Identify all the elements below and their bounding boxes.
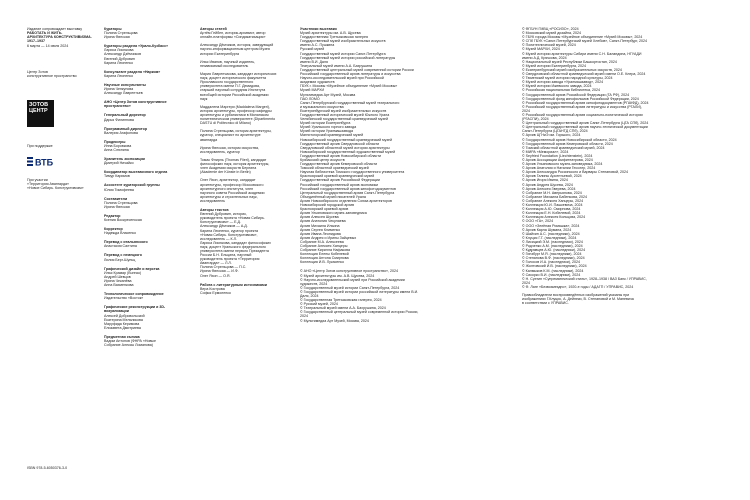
copyright-line: © Национальный музей Республики Башкортостан, 2024 <box>522 59 617 64</box>
copyright-line: © Собрание Алексея Ханцеры, 2024 <box>522 198 584 203</box>
participant-line: ПАО ЛОМО <box>300 96 320 101</box>
participant-line: Государственный центральный музей современной истории России <box>300 67 414 72</box>
participant-line: Новосибирский городской архив <box>300 203 355 208</box>
participant-line: Музей истории Екатеринбурга <box>300 121 351 126</box>
participant-line: и музыкального искусства <box>300 104 344 109</box>
credit-text: Ирина Чепкунова Александр Лаврентьев <box>104 87 143 96</box>
authors-column <box>200 27 290 295</box>
participant-line: Государственный музей истории Санкт-Петербурга <box>300 51 386 56</box>
participant-line: Челябинский государственный краеведческий музей <box>300 117 389 122</box>
participant-line: Российский государственный архив кинофотодокументов <box>300 186 396 191</box>
participant-line: Екатеринбургский музей изобразительных искусств <box>300 108 387 113</box>
credit-text: Юлия Тимофеева <box>104 187 134 192</box>
credit-heading: Ассистент кураторской группы <box>104 183 160 188</box>
copyright-line: © Клуцис Г.Г. (наследники), 2024 <box>522 235 577 240</box>
credit-heading: Технологическое сопровождение <box>104 292 164 297</box>
copyright-line: © Кудрявцев А.Ю. (наследники), 2024 <box>522 248 586 253</box>
rights-line: © Государственная Третьяковская галерея, 2024 <box>300 298 382 303</box>
copyright-line: © Музей истории Ижевского завода, 2024 <box>522 84 592 89</box>
participant-line: Государственный архив Российской Федерации <box>300 178 380 183</box>
copyright-column <box>522 27 650 305</box>
credit-text: Ксения Воскресенская <box>104 218 142 222</box>
vtb-logo-text: ВТБ <box>35 157 54 167</box>
credit-text: Карина Леоненко <box>104 73 134 78</box>
vtb-logo-mark <box>27 156 57 167</box>
copyright-line: © Архив Алексея Зверева, 2024 <box>522 186 576 191</box>
credit-heading: Графические реконструкции и 3D-визуализации <box>104 305 166 314</box>
credit-text: Анастасия Салтина <box>104 244 137 249</box>
credit-heading: Хранитель экспозиции <box>104 157 145 162</box>
participant-line: Научная библиотека Томского государственного университета <box>300 170 405 175</box>
copyright-line: © Архив Андрея Шусева, 2024 <box>522 182 573 187</box>
copyright-line: © ГБУК города Москвы «Музейное объединение «Музей Москвы», 2024 <box>522 35 643 40</box>
participant-line: Музей архитектуры им. А.В. Щусева <box>300 31 361 36</box>
copyright-line: © Калмыков К.М. (наследники), 2024 <box>522 268 584 273</box>
copyright-note: Правообладатели воспроизведённых изображений указаны при изображениях Г.Клуцис, А. Дейнеки, В. Степановой и М. Маневича в соответствии с УПРАВИС. <box>522 293 634 306</box>
credit-text: Дмитрий Ничайко <box>104 161 134 166</box>
participant-line: Российский государственный архив экономики <box>300 182 379 187</box>
copyright-line: © Архив Игоря Ивина, 2024 <box>522 178 568 183</box>
participant-line: Собрание Кирилла Нафакова <box>300 248 350 253</box>
copyright-line: © Музей истории завода «Уралмашзавод», 2024 <box>522 80 604 85</box>
participant-line: Государственный архив Свердловской области <box>300 141 380 146</box>
participant-line: академии художеств <box>300 80 335 85</box>
author-section-heading: Авторы статей <box>200 27 227 31</box>
participant-line: Музей истории Уралмашзавода <box>300 129 353 134</box>
author-section-heading: Работа с литературным источниками <box>200 282 267 287</box>
participant-line: Собрание Алексея Ханцеры <box>300 243 348 248</box>
copyright-line: © Политехнический музей, 2024 <box>522 43 576 48</box>
credit-heading: Графический дизайн и верстка <box>104 266 160 271</box>
participant-line: имени А.С. Пушкина <box>300 43 335 48</box>
credit-text: Лилия Берг-Шульц <box>104 257 136 262</box>
author-section-text: Артём Гейбен, историк-архивист, автор онлайн-платформы «Синдикатизация» Александр Дёмчиков, историк, заведующий научно-информационным центром Музея истории Екатеринбурга Илья Иванов, научный издатель, независимый исследователь Мария Лавренчикова, кандидат исторических наук, доцент исторического факультета Ярославского государственного университета имени П.Г. Демидова, старший научный сотрудник Института всеобщей истории Российской академии наук Маддалена Маргери (Maddalena Margeri), историк архитектуры, профессор кафедры архитектуры и урбанистики в Миланском политехническом университете (Dipartimento DASTU di Politecnico di Milano) Полина Стрельцова, историк архитектуры, куратор, специалист по архитектуре авангарда Ирина Финская, историк искусства, исследователь, куратор Томас Флирль (Thomas Flierl), кандидат философских наук, историк архитектуры, член Академии искусств Берлина (Akademie der Künste in Berlin) Олег Яхон, архитектор, кандидат архитектуры, профессор Московского архитектурного института, член научного совета Российской академии архитектуры и строительных наук, исследователь <box>200 31 277 203</box>
participant-line: Российский государственный архив литературы и искусства <box>300 72 401 77</box>
participants-heading: Участники выставки <box>300 27 337 31</box>
rights-line: © Театральный музей имени А.А. Бахрушина, 2024 <box>300 306 386 311</box>
rights-line: © Русский музей, 2024 <box>300 302 338 307</box>
copyright-line: © Екатеринбургский музей изобразительных искусств, 2024 <box>522 67 622 72</box>
participant-line: Архив Михаила Ильина <box>300 223 340 228</box>
participant-line: Архив Ивана Леонидова <box>300 231 341 236</box>
participant-line: Новосибирский государственный краеведческий музей <box>300 137 393 142</box>
partner2: При участии «Территория Авангарда» «Новое Сибирь. Конструктивизм» <box>27 178 84 191</box>
participant-line: Государственный музей истории российской литературы <box>300 55 396 60</box>
credit-heading: Научные консультанты <box>104 82 146 87</box>
author-section-heading: Авторы текстов <box>200 208 229 213</box>
isbn: ISBN 978-5-6050376-3-0 <box>27 466 68 470</box>
participant-line: Свердловский областной музей истории архитектуры <box>300 145 390 150</box>
copyright-line: © Ф. Лаге «Безвозмездно», 1920-е годы / АДАГП / УПРАВИС, 2024 <box>522 284 634 289</box>
credit-heading: Корректор <box>104 227 123 232</box>
participant-line: Архив Новосибирского отделения Союза архитекторов <box>300 198 392 203</box>
participant-line: Научно-исследовательский музей при Российской <box>300 76 384 81</box>
copyright-line: © Центральный государственный архив научно-технической документации Санкт-Петербурга (ЦГАНТД СПб), 2024 <box>522 125 648 134</box>
credit-heading: Кураторы раздела «Урало-Кузбасс» <box>104 44 169 49</box>
credit-text: Валерия Агафонова <box>104 130 138 135</box>
copyright-line: © Шайхин А.С. (наследники), 2024 <box>522 231 580 236</box>
copyright-line: © Собрание М.Н. Аверьянова, 2024 <box>522 190 582 195</box>
copyright-line: © Коллекция А.Ю. Смирнова, 2024 <box>522 207 581 212</box>
copyright-line: © Архив Ульяновского музея-заповедника, 2024 <box>522 162 603 167</box>
copyright-line: © МИРА «Мемориал», 2024 <box>522 149 569 154</box>
credit-heading: Продюсеры <box>104 139 126 144</box>
copyright-line: © ООО «Зелёная Ромашка», 2024 <box>522 223 580 228</box>
copyright-line: © Архив Ассоциации Амфитеатрова, 2024 <box>522 158 593 162</box>
participant-line: Театральный музей имени А.А. Бахрушина <box>300 63 373 68</box>
participant-line: Архив Алексея Шусева <box>300 215 339 220</box>
copyright-line: © Голосов И.А. (наследники), 2024 <box>522 260 580 265</box>
participant-line: Архив Ульяновского музея-заповедника <box>300 211 367 216</box>
copyright-list <box>522 27 650 289</box>
copyright-line: © Музей истории Екатеринбурга, 2024 <box>522 63 587 68</box>
copyright-line: © Seyfried Foundation (Liechtenstein), 2024 <box>522 153 593 158</box>
copyright-line: © Коллекция Ю.И. Пашкевича, 2024 <box>522 203 583 208</box>
credit-heading: Программный директор <box>104 126 148 131</box>
credit-text: Алексей Добровольский Екатерина Мельникова Маруфида Керимова Елизавета Дмитриева <box>104 313 145 330</box>
copyright-line: © Государственный архив Российской Федерации (ГА РФ), 2024 <box>522 92 630 97</box>
participant-line: Красноярский краевой архив <box>300 207 349 212</box>
copyright-line: © Собрание Михаила Бабенкова, 2024 <box>522 194 587 199</box>
copyright-line: © Родченко А.М. (наследники), 2024 <box>522 243 583 248</box>
copyright-line: © Свердловский областной краеведческий музей имени О.Е. Клера, 2024 <box>522 72 646 77</box>
rights-line: © Мультимедиа Арт Музей, Москва, 2024 <box>300 318 369 323</box>
rights-list <box>300 274 420 323</box>
participant-line: Мультимедиа Арт Музей, Москва <box>300 92 356 97</box>
credit-text: Илья Крамар (Bureau) Андрей Шевцов Ирина Чеканёва Анна Вахменкова <box>104 270 142 288</box>
participant-line: Государственный музей изобразительных искусств <box>300 39 386 44</box>
rights-line: © Государственный музей истории российской литературы имени В.И. Даля, 2024 <box>300 289 419 298</box>
exhibition-title: РАБОТАТЬ И ЖИТЬ. АРХИТЕКТУРА КОНСТРУКТИВИЗМА. 1917–1937 <box>27 31 92 44</box>
copyright-line: © Коллекция Е.Н. Кобелевой, 2024 <box>522 211 581 216</box>
participant-line: Русский музей <box>300 47 325 52</box>
participant-line: Коллекция Антона Смирнова <box>300 256 349 261</box>
participants-list <box>300 31 420 264</box>
copyright-line: © Музей МАРХИ, 2024 <box>522 47 560 52</box>
credit-heading: Перевод с немецкого <box>104 253 142 258</box>
credit-heading: Консультант раздела «Нарком» <box>104 69 161 74</box>
credits-column <box>104 27 184 347</box>
credit-text: Инна Боровкова Анна Слюнина <box>104 143 132 152</box>
copyright-line: © Жолтовский И.В. (наследники), 2024 <box>522 264 587 269</box>
copyright-line: © Архив ЦГНиЭ им. Горького, 2024 <box>522 133 581 138</box>
participant-line: Новосибирский государственный художественный музей <box>300 149 396 154</box>
participant-line: Музей Уральского горного завода <box>300 125 357 130</box>
copyright-line: © Российский государственный архив литературы и искусства (РГАЛИ), 2024 <box>522 104 643 113</box>
copyright-line: © Государственный фонд кинофильмов Российской Федерации, 2024 <box>522 96 639 101</box>
participants-column <box>300 27 420 323</box>
participant-line: Собрание М.А. Алексеева <box>300 239 344 244</box>
copyright-line: © Центральный государственный архив Санкт-Петербурга (ЦГА СПб), 2024 <box>522 121 649 126</box>
author-section-text: Евгений Дубровин, историк, руководитель проекта «Новая Сибирь. Конструктивизм» — Е.Д. Александр Дёмчиков — А.Д. Карина Леоненко, куратор проекта «Новая Сибирь. Конструктивизм», исследователь — К.Л. Лариса Лисюкова, кандидат философских наук, доцент Уральского федерального университета имени первого Президента России Б.Н. Ельцина, научный руководитель проекта «Территория Авангарда» — Л.Л. Полина Стрельцова — П.С. Ирина Финская — И.Ф. Олег Яхон — О.Я. <box>200 212 271 278</box>
participant-line: Магнитогорский краеведческий музей <box>300 133 364 138</box>
participant-line: Архив Анатолия Чекулаева <box>300 219 346 224</box>
edition-subtitle: Издание сопровождает выставку <box>27 27 83 31</box>
credit-heading: АНО «Центр Зотов конструктивное пространство» <box>104 100 167 109</box>
participant-line: Государственный архив Кемеровской области <box>300 162 378 167</box>
center-name: Центр Зотов конструктивное пространство <box>27 70 77 79</box>
copyright-line: © Государственный архив Новосибирской области, 2024 <box>522 137 617 142</box>
participant-line: Государственный архив Новосибирской области <box>300 153 381 158</box>
credit-text: Полина Стрельцова Ирина Финская <box>104 31 138 40</box>
participant-line: Красноярский краевой краеведческий музей <box>300 174 375 179</box>
credit-text: Надежда Власенко <box>104 231 137 236</box>
copyright-line: © Архив Анатолия и Наталии Гесслер, 2024 <box>522 166 596 171</box>
copyright-line: © ФГБУН ГМВЦ «РОСИЗО», 2024 <box>522 27 579 31</box>
participant-line: Санкт-Петербургский государственный музей театрального <box>300 100 400 105</box>
credit-text: Дарья Филиппова <box>104 117 134 122</box>
copyright-line: © Н. Суэтин «Супрематический стиль», 1928–1938 / ВАЗ Банк / УПРАВИС, 2024 <box>522 276 647 285</box>
rights-heading: © АНО «Центр Зотов конструктивное пространство», 2024 <box>300 269 398 274</box>
rights-line: © Музей архитектуры им. А.В. Щусева, 2024 <box>300 273 375 278</box>
participant-line: Государственная Третьяковская галерея <box>300 35 368 40</box>
partner-label: При поддержке <box>27 144 53 148</box>
participant-line: Государственный исторический музей Южного Урала <box>300 112 390 117</box>
copyright-line: © СПб ГБУК «Санкт-Петербургский музей Хлебов», Санкт-Петербург, 2024 <box>522 39 648 44</box>
participant-line: Архив Андрея и Ирины Зайцевых <box>300 235 357 240</box>
copyright-line: © Архив Галины Арсентьевой, 2024 <box>522 174 582 179</box>
copyright-line: © Архив Александра Россинского и Варвары Степановой, 2024 <box>522 170 628 175</box>
rights-line: © Государственный центральный музей современной истории России, 2024 <box>300 310 419 319</box>
credit-text: Полина Стрельцова Ирина Финская <box>104 200 138 209</box>
author-section-text: Вера Кострова Софья Ермоленко <box>200 286 231 295</box>
copyright-line: © Степанова В.Ф. (наследники), 2024 <box>522 256 585 261</box>
zotov-center-logo: ЗОТОВ ЦЕНТР <box>27 100 54 127</box>
participant-line: Коллекция И.В. Лукасенко <box>300 260 345 265</box>
participant-line: Кузбасский центр искусств <box>300 158 345 162</box>
copyright-line: © Российская национальная библиотека, 2024 <box>522 88 601 93</box>
copyright-line: © Гинзбург М.Я. (наследники), 2024 <box>522 252 582 257</box>
participant-line: имени В.И. Даля <box>300 59 328 64</box>
vtb-logo <box>27 154 55 165</box>
copyright-line: © Лисицкий Э.М. (наследники), 2024 <box>522 239 583 244</box>
credit-heading: Кураторы <box>104 27 122 31</box>
exhibition-dates: 6 марта — 14 июля 2024 <box>27 44 69 48</box>
copyright-line: © Коллекция Алексея Кольцова, 2024 <box>522 215 586 220</box>
credit-heading: Предметная съемка <box>104 334 140 339</box>
credit-text: Издательство «Восток» <box>104 296 144 301</box>
credit-text: Вадим Антонов (ФНРА «Новые Собрание Алексы Ломанова) <box>104 338 157 348</box>
credit-heading: Составители <box>104 196 128 201</box>
credit-text: Тимур Каримов <box>104 174 130 179</box>
copyright-line: © Российский государственный архив кинофотодокументов (РГАКФД), 2024 <box>522 100 649 105</box>
participant-line: ГБУК г. Москвы «Музейное объединение «Музей Москвы» <box>300 84 398 89</box>
copyright-line: © ООО «ГА», 2024 <box>522 219 554 224</box>
participant-line: Архив Сергея Клименко <box>300 227 341 232</box>
credit-text: Лариса Лисюкова Александр Дзёмчиков Евгений Дубровин Карина Леоненко <box>104 48 142 65</box>
copyright-line: © Московский музей дизайна, 2024 <box>522 31 581 36</box>
copyright-line: © Музей истории архитектуры Сибири имени С.Н. Баландина, НГУАДИ имени А.Д. Крячкова, 2024 <box>522 51 642 60</box>
credit-heading: Перевод с итальянского <box>104 240 148 245</box>
rights-line: © Государственный музей истории Санкт-Петербурга, 2024 <box>300 285 400 290</box>
copyright-line: © Государственный архив Кемеровской области, 2024 <box>522 141 613 146</box>
credit-heading: Координатор выставочного отдела <box>104 170 168 175</box>
participant-line: Объединённый музей писателей Урала <box>300 194 366 199</box>
copyright-line: © Томский областной краеведческий музей, 2024 <box>522 145 605 150</box>
copyright-line: © Архив Карла Шумана, 2024 <box>522 227 572 232</box>
copyright-line: © Сикорко В.И. (наследники), 2024 <box>522 272 581 277</box>
participant-line: Коллекция Елены Кобелевой <box>300 252 349 257</box>
credit-heading: Генеральный директор <box>104 113 146 118</box>
rights-line: © Научно-исследовательский музей при Российской академии художеств, 2024 <box>300 277 405 286</box>
copyright-line: © Тюменский музей истории народной культуры, 2024 <box>522 76 613 81</box>
credit-heading: Редактор <box>104 213 121 218</box>
participant-line: Музей МАРХИ <box>300 88 325 93</box>
participant-line: Центральный государственный архив Санкт-Петербурга <box>300 190 395 195</box>
participant-line: Томский областной краеведческий музей <box>300 166 369 171</box>
copyright-line: © Российский государственный архив социально-политической истории (РГАСПИ), 2024 <box>522 112 643 122</box>
